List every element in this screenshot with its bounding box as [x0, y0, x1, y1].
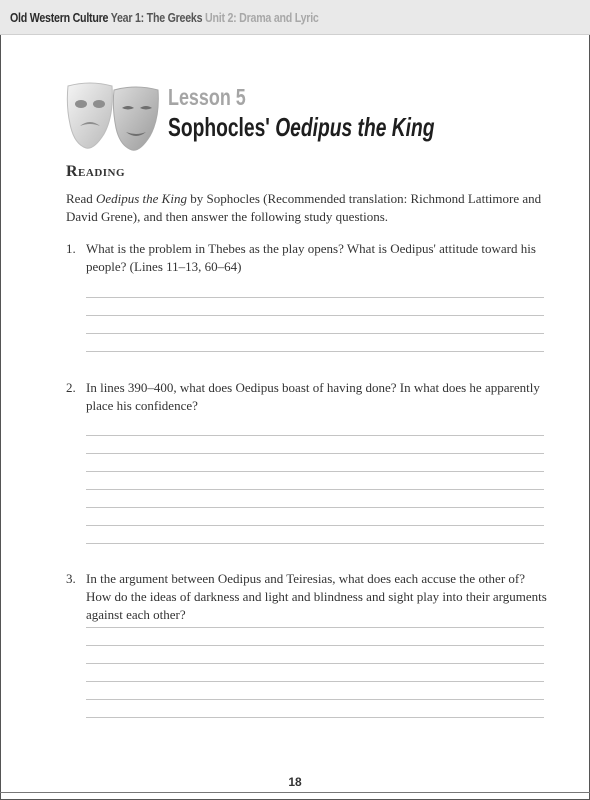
lesson-title-work: Oedipus the King	[275, 112, 435, 142]
lesson-number: Lesson 5	[168, 84, 246, 110]
header-year: Year 1: The Greeks	[110, 10, 203, 25]
answer-line[interactable]	[86, 507, 544, 508]
question-text: In the argument between Oedipus and Teiresias, what does each accuse the other of? How do the ideas of darkness and light and blindness and sight play into their arguments against each other?	[86, 571, 547, 622]
answer-line[interactable]	[86, 435, 544, 436]
answer-line[interactable]	[86, 717, 544, 718]
header-unit: Unit 2: Drama and Lyric	[205, 10, 319, 25]
answer-line[interactable]	[86, 297, 544, 298]
answer-line[interactable]	[86, 453, 544, 454]
question-1	[66, 240, 550, 276]
header-text	[10, 10, 319, 25]
answer-line[interactable]	[86, 315, 544, 316]
page-number: 18	[288, 775, 302, 789]
theatre-masks-icon	[64, 78, 164, 154]
question-3	[66, 570, 550, 624]
footer-divider	[0, 792, 590, 793]
answer-line[interactable]	[86, 663, 544, 664]
section-heading: Reading	[66, 163, 126, 180]
question-text: What is the problem in Thebes as the play opens? What is Oedipus' attitude toward his people? (Lines 11–13, 60–64)	[86, 241, 536, 274]
reading-instructions	[66, 190, 546, 226]
lesson-title	[168, 112, 434, 143]
answer-line[interactable]	[86, 543, 544, 544]
question-2	[66, 379, 550, 415]
question-number: 2.	[66, 380, 76, 395]
answer-line[interactable]	[86, 645, 544, 646]
answer-line[interactable]	[86, 681, 544, 682]
header-series: Old Western Culture	[10, 10, 109, 25]
question-number: 1.	[66, 241, 76, 256]
question-number: 3.	[66, 571, 76, 586]
answer-line[interactable]	[86, 471, 544, 472]
answer-line[interactable]	[86, 351, 544, 352]
intro-part-2: by Sophocles (Recommended translation: Richmond Lattimore and David Grene), and then answer the following study questions.	[66, 191, 542, 224]
answer-line[interactable]	[86, 489, 544, 490]
intro-part-1: Read	[66, 191, 96, 206]
answer-line[interactable]	[86, 699, 544, 700]
lesson-title-prefix: Sophocles'	[168, 112, 270, 142]
question-text: In lines 390–400, what does Oedipus boast of having done? In what does he apparently place his confidence?	[86, 380, 540, 413]
answer-line[interactable]	[86, 333, 544, 334]
intro-work-title: Oedipus the King	[95, 191, 187, 206]
running-header	[0, 0, 590, 35]
answer-line[interactable]	[86, 525, 544, 526]
answer-line[interactable]	[86, 627, 544, 628]
